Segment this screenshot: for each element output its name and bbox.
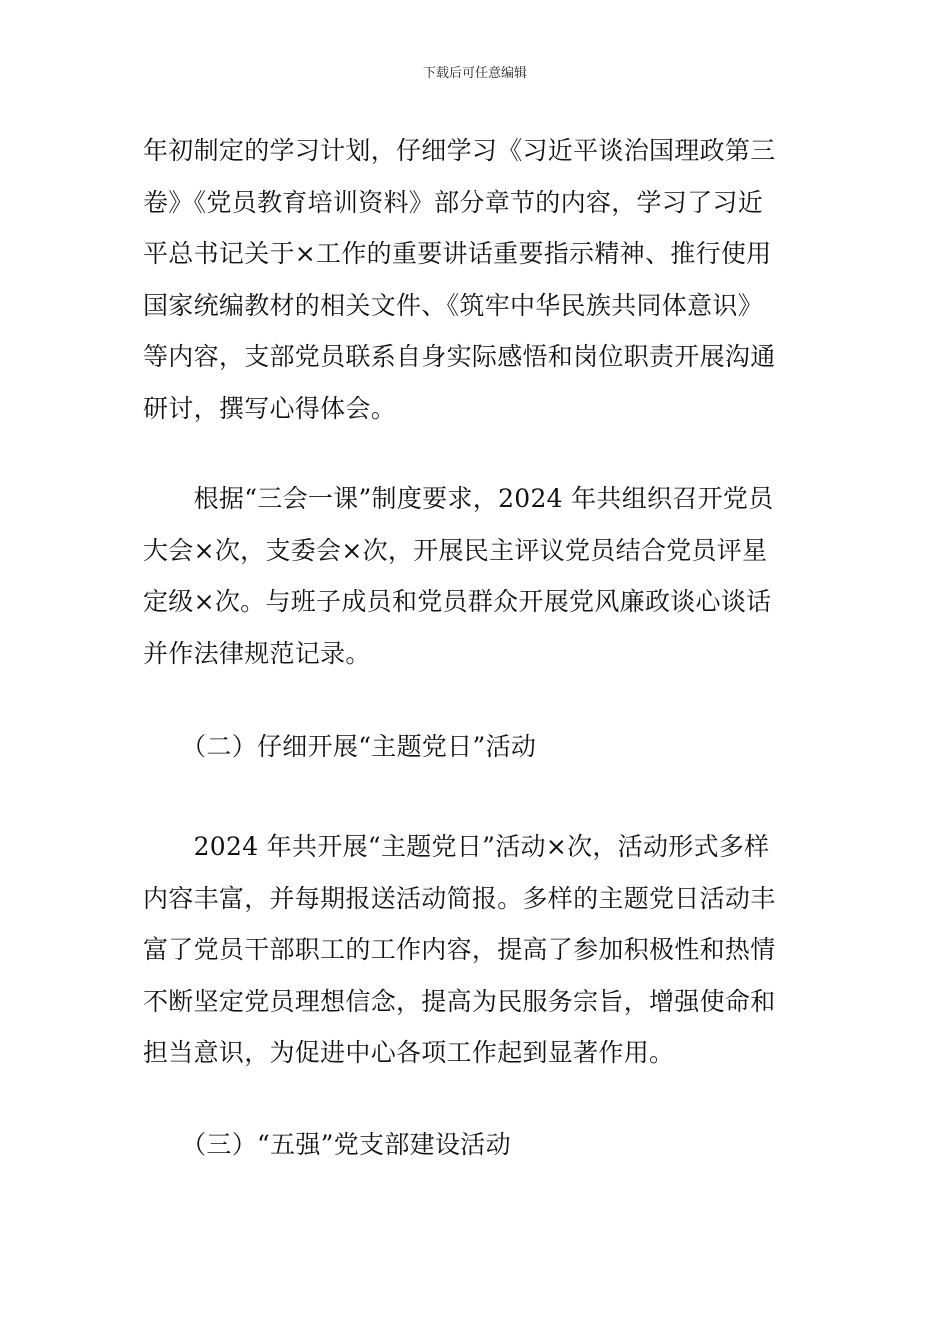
paragraph-line: 研讨，撰写心得体会。 bbox=[143, 393, 397, 423]
paragraph-study-plan bbox=[143, 125, 813, 434]
section-heading-theme-day bbox=[143, 721, 813, 773]
section-heading: （二）仔细开展“主题党日”活动 bbox=[143, 732, 537, 761]
paragraph-line: 平总书记关于×工作的重要讲话重要指示精神、推行使用 bbox=[143, 239, 772, 268]
section-heading-five-strong bbox=[143, 1119, 813, 1171]
paragraph-line: 国家统编教材的相关文件、《筑牢中华民族共同体意识》 bbox=[143, 290, 764, 320]
section-heading: （三）“五强”党支部建设活动 bbox=[143, 1130, 511, 1159]
paragraph-line: 不断坚定党员理想信念，提高为民服务宗旨，增强使命和 bbox=[143, 986, 776, 1016]
paragraph-line: 担当意识，为促进中心各项工作起到显著作用。 bbox=[143, 1038, 675, 1067]
paragraph-line: 根据“三会一课”制度要求，2024 年共组织召开党员 bbox=[143, 484, 774, 513]
paragraph-line: 并作法律规范记录。 bbox=[143, 638, 371, 668]
paragraph-line: 大会×次，支委会×次，开展民主评议党员结合党员评星 bbox=[143, 535, 768, 565]
paragraph-line: 等内容，支部党员联系自身实际感悟和岗位职责开展沟通 bbox=[143, 342, 776, 371]
header-note: 下载后可任意编辑 bbox=[422, 66, 527, 81]
paragraph-theme-day bbox=[143, 821, 813, 1079]
paragraph-line: 定级×次。与班子成员和党员群众开展党风廉政谈心谈话 bbox=[143, 587, 772, 616]
paragraph-line: 年初制定的学习计划，仔细学习《习近平谈治国理政第三 bbox=[143, 136, 776, 165]
paragraph-three-meetings bbox=[143, 473, 813, 679]
paragraph-line: 2024 年共开展“主题党日”活动×次，活动形式多样 bbox=[143, 832, 770, 861]
paragraph-line: 富了党员干部职工的工作内容，提高了参加积极性和热情 bbox=[143, 935, 776, 964]
paragraph-line: 卷》《党员教育培训资料》部分章节的内容，学习了习近 bbox=[143, 187, 764, 217]
paragraph-line: 内容丰富，并每期报送活动简报。多样的主题党日活动丰 bbox=[143, 883, 776, 913]
